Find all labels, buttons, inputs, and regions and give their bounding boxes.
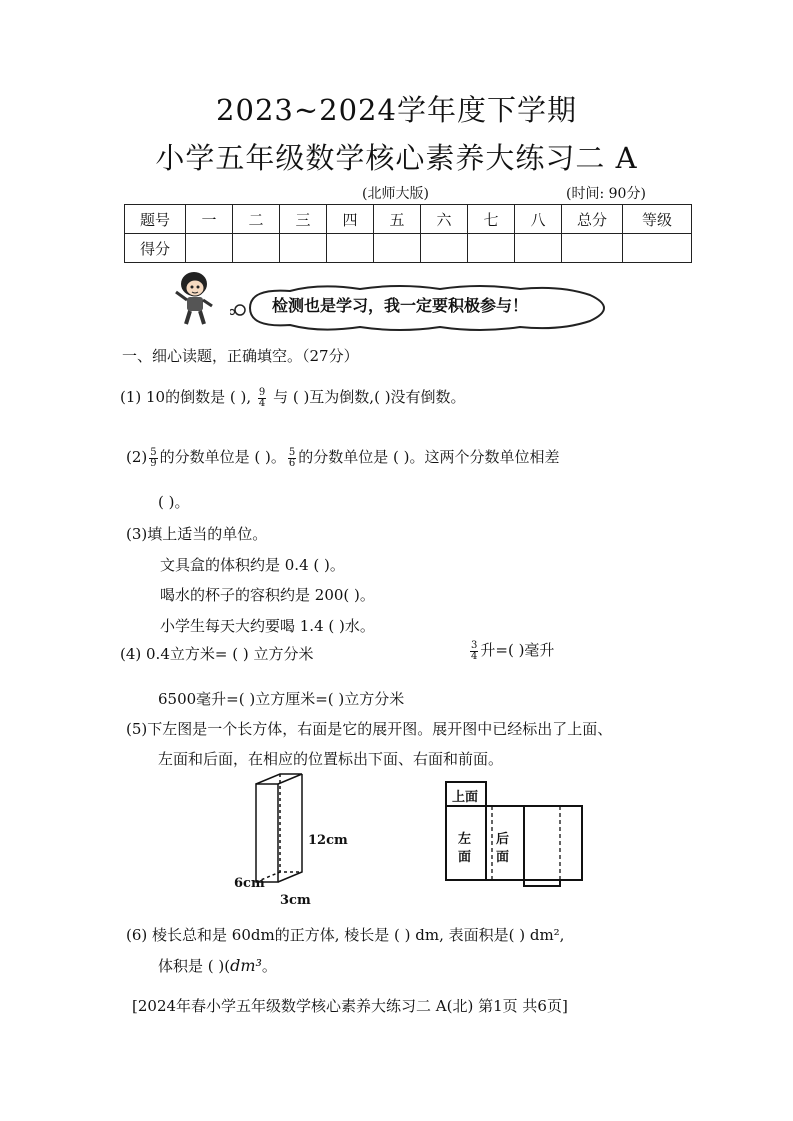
q3-line1: 文具盒的体积约是 0.4 ( )。	[160, 556, 345, 574]
banner-text: 检测也是学习，我一定要积极参与！	[272, 296, 529, 315]
q5-line2: 左面和后面，在相应的位置标出下面、右面和前面。	[158, 750, 504, 768]
q6-line1: (6) 棱长总和是 60dm的正方体, 棱长是 ( ) dm, 表面积是( ) dm²,	[126, 926, 565, 944]
net-left-face-2: 面	[458, 850, 472, 865]
score-cell[interactable]	[623, 234, 692, 263]
score-cell[interactable]	[515, 234, 562, 263]
score-table	[124, 204, 692, 263]
score-cell[interactable]	[468, 234, 515, 263]
net-top-face: 上面	[452, 790, 479, 805]
q3-heading: (3)填上适当的单位。	[126, 525, 268, 543]
score-cell[interactable]	[421, 234, 468, 263]
score-table-header-row	[125, 205, 692, 234]
header-cell: 七	[468, 205, 515, 234]
cartoon-boy-icon	[168, 268, 220, 328]
q6-line2	[158, 955, 277, 976]
score-cell[interactable]	[280, 234, 327, 263]
q6-text-b: 体积是 ( )(	[158, 957, 231, 975]
title-line2: 小学五年级数学核心素养大练习二 A	[155, 141, 638, 175]
title-line1: 2023~2024学年度下学期	[216, 93, 577, 127]
q2-text-b: 的分数单位是 ( )。	[159, 448, 286, 466]
depth-label: 3cm	[280, 893, 311, 908]
score-table-score-row	[125, 234, 692, 263]
header-cell: 二	[233, 205, 280, 234]
page-footer: [2024年春小学五年级数学核心素养大练习二 A(北) 第1页 共6页]	[132, 997, 568, 1015]
question-2	[126, 446, 560, 469]
q2-text-c: 的分数单位是 ( )。这两个分数单位相差	[298, 448, 560, 466]
fraction-denominator: 9	[150, 457, 157, 469]
score-cell[interactable]	[562, 234, 623, 263]
header-cell: 八	[515, 205, 562, 234]
fraction-numerator: 9	[258, 386, 266, 398]
width-label: 6cm	[234, 876, 265, 891]
score-cell[interactable]	[233, 234, 280, 263]
fraction	[258, 388, 266, 409]
q1-text-a: (1) 10的倒数是 ( ),	[120, 388, 252, 406]
edition-label: (北师大版)	[362, 186, 429, 202]
section1-heading: 一、细心读题，正确填空。（27分）	[122, 347, 359, 365]
score-cell[interactable]	[327, 234, 374, 263]
fraction	[149, 448, 157, 469]
header-cell: 题号	[125, 205, 186, 234]
net-left-face-1: 左	[458, 832, 472, 847]
fraction-denominator: 4	[258, 397, 266, 409]
fraction-numerator: 5	[288, 446, 296, 458]
fraction	[288, 448, 296, 469]
q4-part2	[468, 639, 554, 662]
header-cell: 三	[280, 205, 327, 234]
score-cell[interactable]	[374, 234, 421, 263]
q5-line1: (5)下左图是一个长方体，右面是它的展开图。展开图中已经标出了上面、	[126, 720, 613, 738]
net-back-face-2: 面	[496, 850, 510, 865]
q6-end: 。	[261, 957, 277, 975]
fraction	[470, 641, 478, 662]
fraction-numerator: 3	[471, 639, 478, 651]
header-cell: 等级	[623, 205, 692, 234]
score-cell[interactable]	[186, 234, 233, 263]
time-label: (时间: 90分)	[566, 186, 646, 202]
fraction-denominator: 4	[471, 650, 478, 662]
q1-text-b: 与 ( )互为倒数,( )没有倒数。	[273, 388, 466, 406]
q6-unit: dm³	[230, 956, 262, 975]
fraction-denominator: 6	[288, 457, 296, 469]
header-cell: 四	[327, 205, 374, 234]
q3-line2: 喝水的杯子的容积约是 200( )。	[160, 586, 375, 604]
q4-text-b: 升=( )毫升	[480, 641, 555, 659]
fraction-numerator: 5	[150, 446, 157, 458]
height-label: 12cm	[308, 833, 348, 848]
header-cell: 五	[374, 205, 421, 234]
q4-text-c: 6500毫升=( )立方厘米=( )立方分米	[158, 690, 405, 708]
header-cell: 总分	[562, 205, 623, 234]
header-cell: 六	[421, 205, 468, 234]
q2-text-d: ( )。	[158, 493, 190, 511]
net-back-face-1: 后	[496, 832, 510, 847]
question-1	[120, 386, 466, 409]
score-row-label: 得分	[125, 234, 186, 263]
header-cell: 一	[186, 205, 233, 234]
q2-text-a: (2)	[126, 448, 148, 466]
q4-text-a: (4) 0.4立方米= ( ) 立方分米	[120, 645, 314, 663]
q3-line3: 小学生每天大约要喝 1.4 ( )水。	[160, 617, 375, 635]
